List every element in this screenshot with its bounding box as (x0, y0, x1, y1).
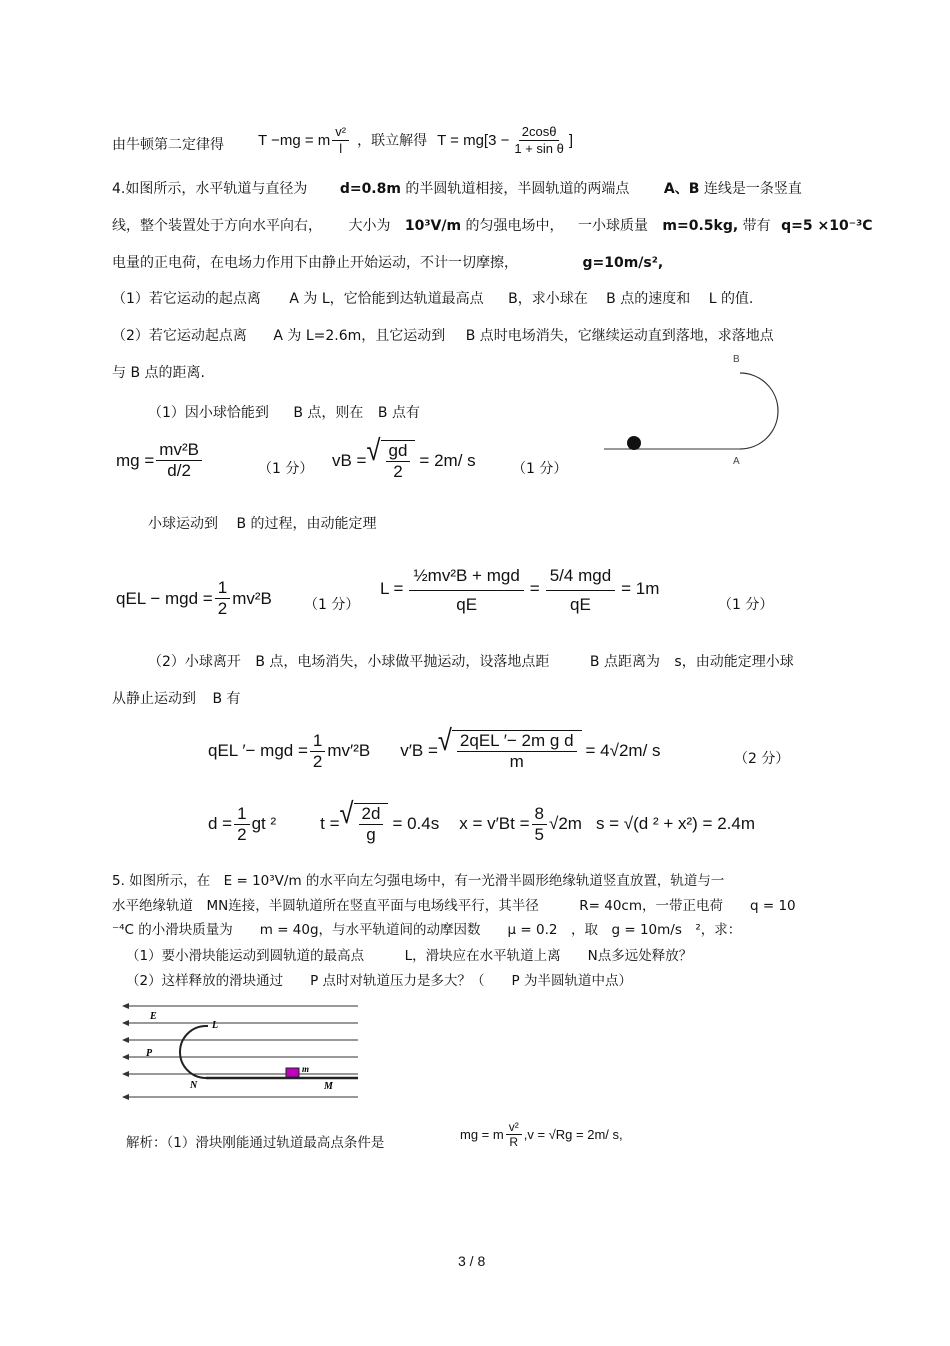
label-e: E (150, 1011, 157, 1022)
text: 大小为 (348, 218, 391, 234)
fraction (156, 440, 202, 482)
denominator: 2 (312, 751, 323, 771)
fraction (546, 562, 615, 616)
eq-energy (116, 578, 272, 620)
eq-part: t = (320, 814, 340, 834)
eq-L (380, 562, 659, 616)
text: B 有 (212, 691, 241, 707)
eq-vb (332, 434, 476, 483)
q5-analysis-equation (460, 1120, 623, 1150)
page-number: 3 / 8 (458, 1253, 486, 1269)
text: g=10m/s², (582, 255, 664, 271)
q4-line1 (112, 178, 802, 198)
text: B 点，电场消失，小球做平抛运动，设落地点距 (255, 654, 550, 670)
denominator: 2 (237, 824, 247, 844)
denominator: qE (570, 595, 591, 615)
eq-part: T = mg[3 − (437, 131, 510, 149)
label-l: L (212, 1020, 219, 1031)
q4-solution3-cont (112, 688, 241, 708)
text: 的半圆轨道相接，半圆轨道的两端点 (405, 181, 630, 197)
text: B 点时电场消失，它继续运动直到落地，求落地点 (465, 328, 774, 344)
eq-part: qEL − mgd = (116, 588, 213, 608)
text: L 的值. (708, 291, 754, 307)
eq-mg-centripetal (116, 440, 204, 482)
text: 小球运动到 (148, 516, 218, 532)
denominator: 5 (534, 824, 544, 844)
score: （2 分） (734, 751, 790, 767)
text: （2）小球离开 (148, 654, 241, 670)
q4-line3 (112, 252, 663, 272)
q5-sub2: （2）这样释放的滑块通过 P 点时对轨道压力是多大？（ P 为半圆轨道中点） (126, 973, 632, 989)
label-b: B (733, 354, 740, 365)
q5-analysis: 解析：（1）滑块刚能通过轨道最高点条件是 (126, 1135, 385, 1151)
field-lines (124, 1006, 358, 1097)
text: 的匀强电场中， (465, 218, 564, 234)
sqrt (437, 724, 582, 773)
tension-equation (258, 124, 573, 156)
radical-sign: √ (339, 797, 354, 830)
numerator: ½mv²B + mgd (409, 562, 523, 591)
text: A 为 L=2.6m，且它运动到 (273, 328, 446, 344)
numerator: 1 (215, 578, 230, 599)
fraction (532, 804, 547, 846)
text: 10³V/m (404, 218, 462, 234)
score: （1 分） (718, 597, 774, 613)
fraction (215, 578, 230, 620)
text: 带有 (742, 218, 771, 234)
eq-part: s = √(d ² + x²) = 2.4m (595, 814, 756, 834)
score: （1 分） (258, 461, 314, 477)
radical-sign: √ (437, 724, 452, 757)
fraction (332, 124, 349, 156)
eq-part: qEL ′− mgd = (208, 741, 308, 761)
q4-sub2 (112, 325, 774, 345)
label-n: N (190, 1080, 198, 1091)
denominator: 2 (393, 462, 403, 482)
text: 线，整个装置处于方向水平向右， (112, 218, 322, 234)
eq-part: ,v = √Rg = 2m/ s, (523, 1127, 623, 1143)
numerator: 2d (359, 804, 384, 825)
denominator: m (509, 752, 524, 772)
text: A、B (663, 181, 700, 197)
q4-solution2 (148, 513, 377, 533)
numerator: gd (386, 441, 411, 462)
text: s，由动能定理小球 (674, 654, 794, 670)
label-m: M (324, 1081, 333, 1092)
eq-part: v′B = (400, 741, 438, 761)
score: （1 分） (512, 461, 568, 477)
denominator: qE (456, 595, 478, 615)
text: d=0.8m (339, 181, 401, 197)
text: B 点，则在 (293, 405, 364, 421)
numerator: v² (506, 1120, 522, 1135)
eq-part: = (529, 578, 540, 598)
eq-part: mv²B (232, 588, 272, 608)
text: （1）若它运动的起点离 (112, 291, 261, 307)
text: 与 B 点的距离. (112, 365, 205, 381)
numerator: 1 (310, 731, 325, 752)
denominator: d/2 (167, 461, 191, 481)
denominator: l (339, 140, 343, 156)
sqrt (339, 797, 389, 846)
eq-part: vB = (332, 451, 367, 471)
q5-line1: 5. 如图所示，在 E = 10³V/m 的水平向左匀强电场中，有一光滑半圆形绝缘轨道竖直放置，轨道与一 (112, 873, 725, 889)
fraction (511, 124, 567, 156)
text: 一小球质量 (577, 218, 648, 234)
eq-part: gt ² (251, 814, 277, 834)
eq-part: = 0.4s (392, 814, 440, 834)
eq-energy-2 (208, 724, 661, 773)
score: （1 分） (304, 597, 360, 613)
text: 从静止运动到 (112, 691, 196, 707)
q5-sub1: （1）要小滑块能运动到圆轨道的最高点 L，滑块应在水平轨道上离 N点多远处释放？ (126, 948, 693, 964)
numerator: 5/4 mgd (546, 562, 615, 591)
text: A 为 L，它恰能到达轨道最高点 (289, 291, 484, 307)
numerator: 1 (234, 804, 249, 825)
sqrt (366, 434, 416, 483)
denominator: g (366, 825, 376, 845)
eq-part: mg = m (460, 1127, 504, 1143)
text: 由牛顿第二定律得 (112, 137, 224, 153)
eq-part: ] (568, 131, 574, 149)
text: B，求小球在 (508, 291, 588, 307)
q4-sub1 (112, 288, 753, 308)
eq-part: d = (208, 814, 233, 834)
fraction (386, 441, 411, 483)
fraction (310, 731, 325, 773)
text: （1）因小球恰能到 (148, 405, 269, 421)
radicand (354, 803, 389, 846)
fraction (359, 804, 384, 846)
q4-track-figure (600, 348, 790, 473)
text: B 点的速度和 (606, 291, 691, 307)
q4-sub2-cont (112, 362, 205, 382)
eq-part: mv′²B (327, 741, 371, 761)
newton-law-line (112, 134, 224, 154)
eq-part: = 1m (621, 578, 660, 598)
text: m=0.5kg, (662, 218, 739, 234)
semicircle-track (180, 1026, 206, 1078)
text: ，联立解得 (357, 132, 428, 149)
radicand (381, 440, 416, 483)
q5-line3: ⁻⁴C 的小滑块质量为 m = 40g，与水平轨道间的动摩因数 μ = 0.2 ，取 g = 10m/s ²，求： (112, 922, 742, 938)
q4-solution1 (148, 402, 420, 422)
numerator: 2qEL ′− 2m g d (457, 731, 577, 752)
q4-solution3 (148, 651, 794, 671)
text: 4.如图所示，水平轨道与直径为 (112, 181, 308, 197)
numerator: v² (332, 124, 349, 141)
numerator: mv²B (156, 440, 202, 461)
numerator: 8 (532, 804, 547, 825)
numerator: 2cosθ (519, 124, 560, 141)
label-p: P (146, 1048, 153, 1059)
text: （2）若它运动起点离 (112, 328, 247, 344)
slider-block (286, 1068, 299, 1077)
denominator: R (509, 1135, 519, 1150)
text: B 的过程，由动能定理 (236, 516, 377, 532)
denominator: 1 + sin θ (514, 140, 564, 156)
ball (627, 436, 641, 450)
label-m-small: m (302, 1064, 310, 1074)
text: B 点有 (377, 405, 420, 421)
field-arrows (122, 1003, 129, 1100)
text: 电量的正电荷，在电场力作用下由静止开始运动，不计一切摩擦， (112, 255, 518, 271)
fraction (409, 562, 523, 616)
semicircle-track (740, 373, 778, 449)
radicand (452, 730, 582, 773)
denominator: 2 (217, 599, 228, 619)
q5-field-figure (118, 996, 364, 1108)
eq-part: √2m (548, 814, 582, 834)
eq-part: mg = (116, 450, 155, 470)
eq-part: L = (380, 578, 404, 598)
eq-part: x = v′Bt = (459, 814, 530, 834)
eq-part: = 2m/ s (419, 451, 476, 471)
q5-line2: 水平绝缘轨道 MN连接，半圆轨道所在竖直平面与电场线平行，其半径 R= 40cm，一带正电荷 q = 10 (112, 898, 796, 914)
radical-sign: √ (366, 434, 381, 467)
eq-part: T −mg = m (258, 131, 331, 149)
q4-line2 (112, 215, 873, 235)
label-a: A (733, 456, 740, 467)
fraction (506, 1120, 522, 1150)
text: 连线是一条竖直 (703, 181, 802, 197)
fraction (234, 804, 249, 846)
fraction (457, 731, 577, 773)
eq-projectile (208, 797, 756, 846)
text: q=5 ×10⁻³C (781, 218, 873, 234)
text: B 点距离为 (589, 654, 660, 670)
eq-part: = 4√2m/ s (585, 741, 661, 761)
